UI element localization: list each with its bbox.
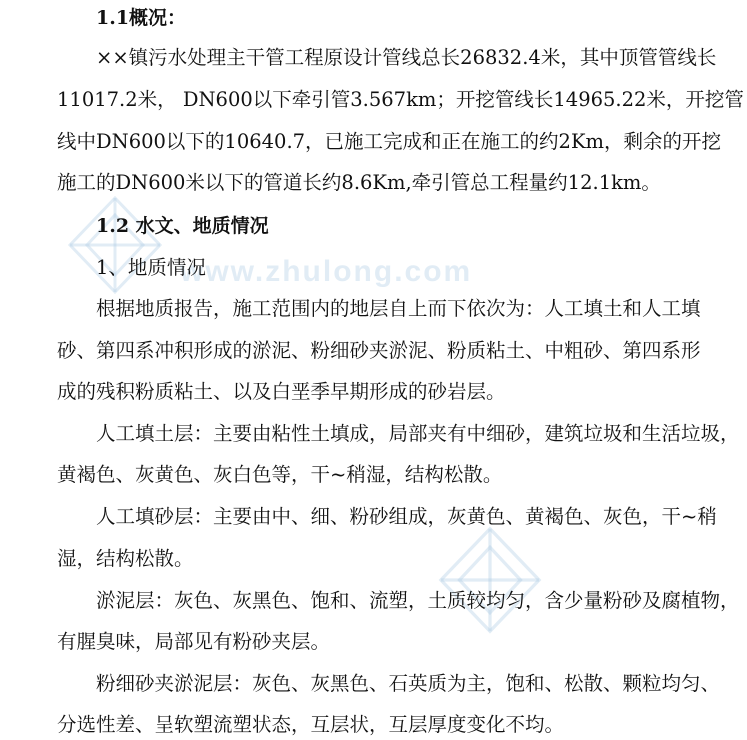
paragraph-line: ××镇污水处理主干管工程原设计管线总长26832.4米，其中顶管管线长 bbox=[96, 46, 717, 69]
paragraph-line: 人工填土层：主要由粘性土填成，局部夹有中细砂，建筑垃圾和生活垃圾， bbox=[96, 422, 740, 445]
paragraph-line: 有腥臭味，局部见有粉砂夹层。 bbox=[57, 630, 331, 653]
paragraph-line: 湿，结构松散。 bbox=[57, 547, 194, 570]
paragraph-line: 成的残积粉质粘土、以及白垩季早期形成的砂岩层。 bbox=[57, 380, 506, 403]
paragraph-line: 线中DN600以下的10640.7，已施工完成和正在施工的约2Km，剩余的开挖 bbox=[57, 130, 722, 153]
paragraph-line: 砂、第四系冲积形成的淤泥、粉细砂夹淤泥、粉质粘土、中粗砂、第四系形 bbox=[57, 339, 701, 362]
watermark-text: www.zhulong.com bbox=[180, 255, 473, 288]
paragraph-line: 11017.2米， DN600以下牵引管3.567km；开挖管线长14965.22米，开挖管 bbox=[57, 88, 744, 111]
paragraph-line: 分选性差、呈软塑流塑状态，互层状，互层厚度变化不均。 bbox=[57, 713, 565, 736]
paragraph-line: 施工的DN600米以下的管道长约8.6Km,牵引管总工程量约12.1km。 bbox=[57, 171, 661, 194]
paragraph-line: 黄褐色、灰黄色、灰白色等，干~稍湿，结构松散。 bbox=[57, 463, 503, 486]
subsection-heading-geology: 1、地质情况 bbox=[96, 256, 206, 279]
section-heading-overview: 1.1概况： bbox=[96, 7, 187, 29]
section-heading-hydro-geology: 1.2 水文、地质情况 bbox=[96, 215, 269, 237]
watermark-logo-icon bbox=[430, 520, 550, 640]
paragraph-line: 人工填砂层：主要由中、细、粉砂组成，灰黄色、黄褐色、灰色，干~稍 bbox=[96, 505, 717, 528]
watermark-logo-icon bbox=[60, 190, 170, 300]
paragraph-line: 粉细砂夹淤泥层：灰色、灰黑色、石英质为主，饱和、松散、颗粒均匀、 bbox=[96, 672, 721, 695]
paragraph-line: 根据地质报告，施工范围内的地层自上而下依次为：人工填土和人工填 bbox=[96, 297, 701, 320]
paragraph-line: 淤泥层：灰色、灰黑色、饱和、流塑，土质较均匀，含少量粉砂及腐植物， bbox=[96, 589, 740, 612]
